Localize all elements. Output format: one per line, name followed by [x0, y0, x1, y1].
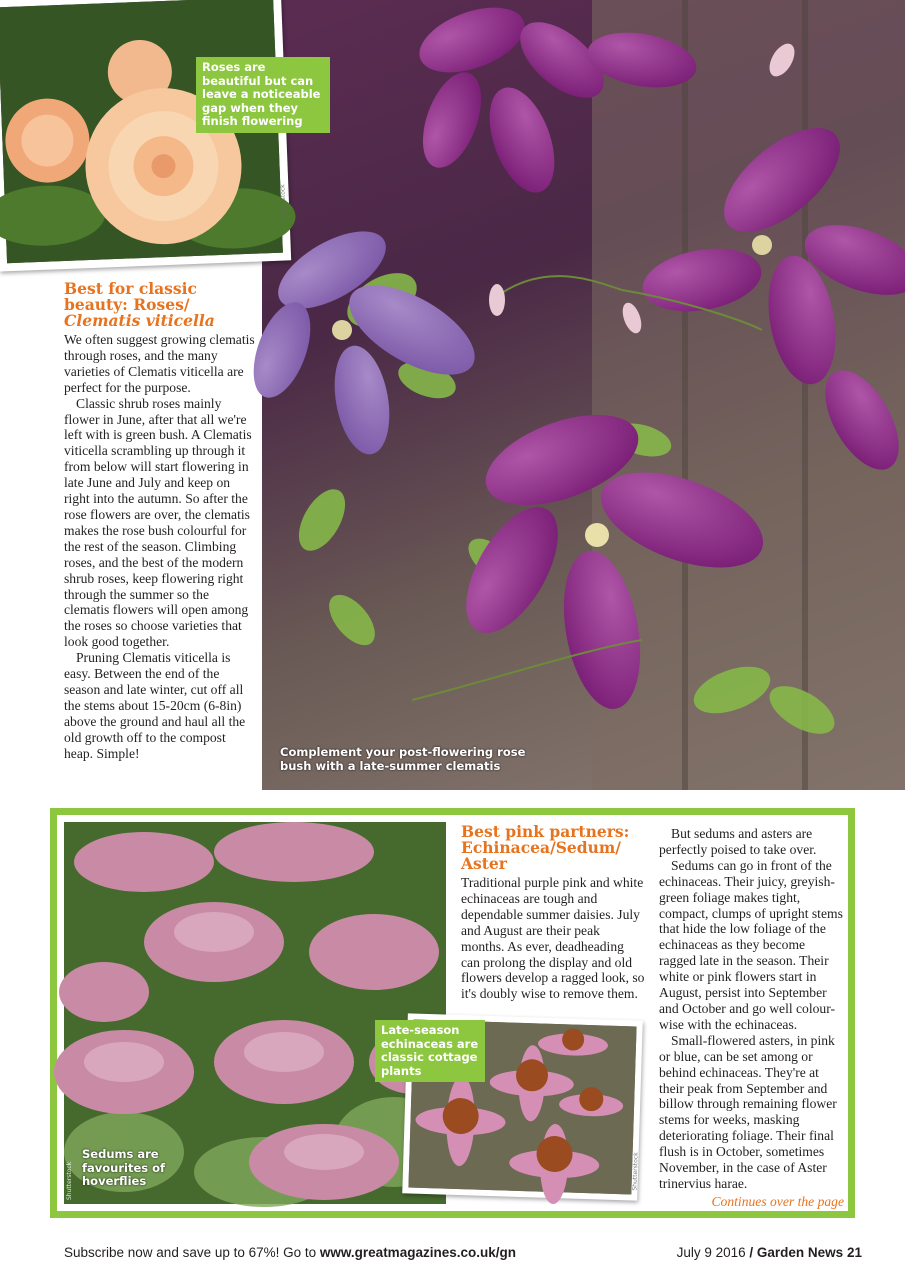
section1-body: [64, 332, 256, 761]
sedum-caption: Sedums are favourites of hoverflies: [82, 1147, 166, 1188]
section2-paragraph-4: Small-flowered asters, in pink or blue, can be set among or behind echinaceas. They're at their peak from September and billow through remaining flower stems for weeks, masking deteriorating foliage. Their final flush is in October, sometimes November, in the case of Aster trinervius harae.: [659, 1032, 837, 1191]
page-number: 21: [846, 1245, 862, 1260]
footer-folio: [677, 1245, 862, 1260]
echinacea-photo-credit: Shutterstock: [631, 1152, 640, 1191]
subscribe-text: Subscribe now and save up to 67%! Go to: [64, 1245, 317, 1260]
sedum-photo: [64, 822, 446, 1204]
section1-paragraph-2: Classic shrub roses mainly flower in June, after that all we're left with is green bush. A Clematis viticella scrambling up through it from below will start flowering in late June and July and keep on right into the autumn. So after the rose flowers are over, the clematis makes the rose bush colourful for the rest of the season. Climbing roses, and the best of the modern shrub roses, keep flowering right through the summer so the clematis flowers will open among the roses so choose varieties that look good together.: [64, 395, 252, 650]
section1-heading-text: Best for classic beauty: Roses/: [64, 279, 197, 314]
section2-paragraph-3: Sedums can go in front of the echinaceas. Their juicy, greyish-green foliage makes tight, compact, clumps of upright stems that hide the low foliage of the echinaceas as they become ragged late in the season. Their white or pink flowers start in August, persist into September and October and go well colour-wise with the echinaceas.: [659, 857, 843, 1032]
roses-caption: Roses are beautiful but can leave a noticeable gap when they finish flowering: [196, 57, 330, 133]
section2-body-col1: [461, 875, 646, 1002]
section2-paragraph-1: Traditional purple pink and white echinaceas are tough and dependable summer daisies. July and August are their peak months. As ever, deadheading can prolong the display and old flowers develop a ragged look, so it's doubly wise to remove them.: [461, 875, 645, 1002]
sedum-photo-credit: Shutterstock: [66, 1161, 73, 1200]
magazine-name: / Garden News: [749, 1245, 844, 1260]
issue-date: July 9 2016: [676, 1245, 746, 1260]
section1-paragraph-1: We often suggest growing clematis through roses, and the many varieties of Clematis viticella are perfect for the purpose.: [64, 332, 255, 395]
footer-subscribe: [64, 1245, 516, 1260]
section2-heading: Best pink partners: Echinacea/Sedum/ Aster: [461, 822, 630, 873]
section2-paragraph-2: But sedums and asters are perfectly poised to take over.: [659, 826, 817, 857]
section2-body-col2: [659, 826, 844, 1210]
roses-photo-credit: Shutterstock: [279, 184, 288, 223]
clematis-photo-credit: Shutterstock: [252, 749, 259, 788]
section1-paragraph-3: Pruning Clematis viticella is easy. Between the end of the season and late winter, cut off all the stems about 15-20cm (6-8in) above the ground and haul all the old growth off to the compost heap. Simple!: [64, 650, 246, 761]
subscribe-url[interactable]: www.greatmagazines.co.uk/gn: [319, 1245, 516, 1260]
continues-link[interactable]: Continues over the page: [711, 1193, 844, 1209]
clematis-illustration: [262, 0, 905, 790]
clematis-caption: Complement your post-flowering rose bush with a late-summer clematis: [280, 745, 526, 773]
roses-photo-frame: [0, 0, 291, 272]
section1-heading-italic: Clematis viticella: [64, 311, 215, 330]
section1-heading: [64, 281, 254, 329]
echinacea-caption: Late-season echinaceas are classic cottage plants: [375, 1020, 485, 1082]
